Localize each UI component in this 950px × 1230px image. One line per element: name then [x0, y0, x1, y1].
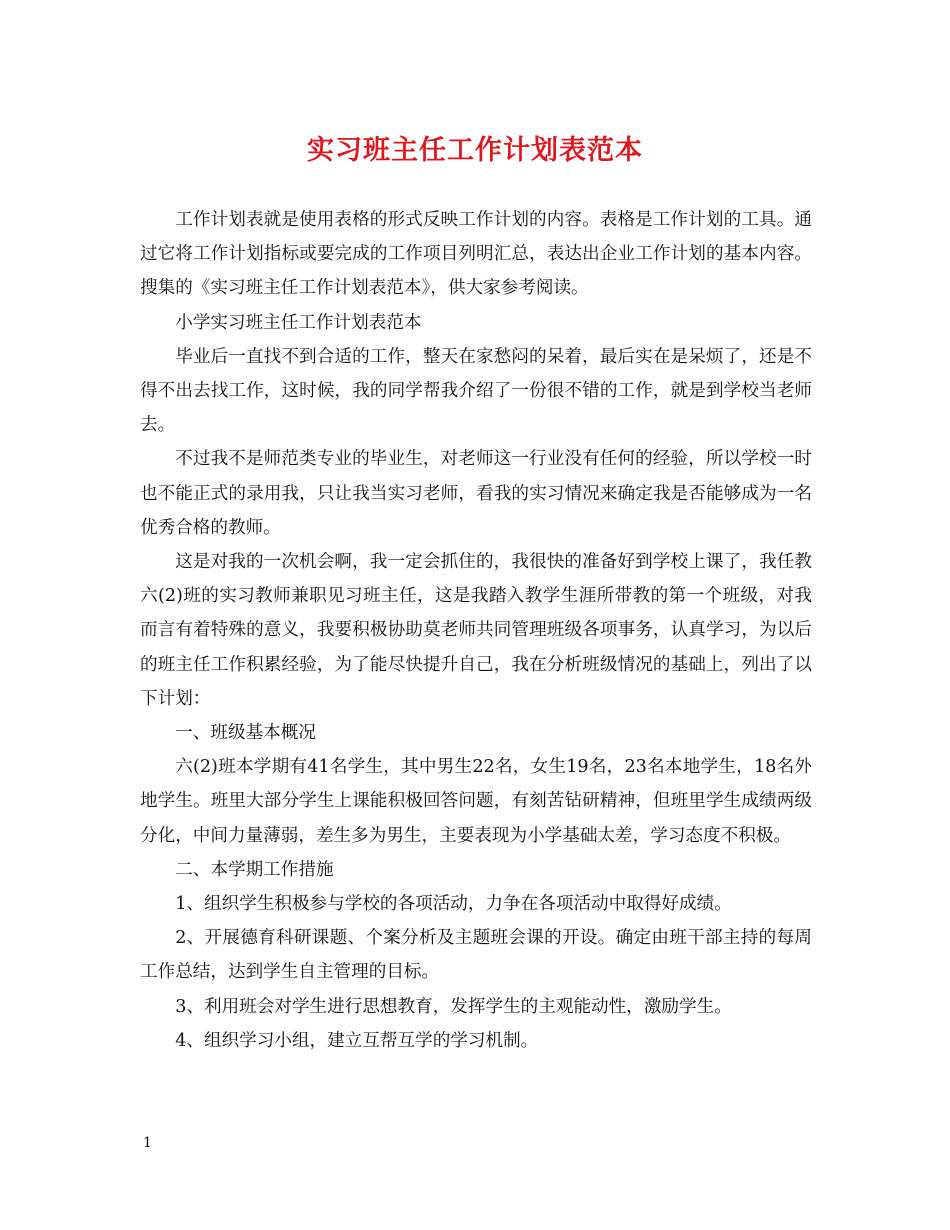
document-title: 实习班主任工作计划表范本 [307, 135, 643, 166]
paragraph: 毕业后一直找不到合适的工作，整天在家愁闷的呆着，最后实在是呆烦了，还是不得不出去找工作，这时候，我的同学帮我介绍了一份很不错的工作，就是到学校当老师去。 [140, 346, 812, 436]
document-body [140, 203, 812, 1058]
paragraph-subtitle: 小学实习班主任工作计划表范本 [175, 312, 422, 333]
paragraph: 这是对我的一次机会啊，我一定会抓住的，我很快的准备好到学校上课了，我任教六(2)班的实习教师兼职见习班主任，这是我踏入教学生涯所带教的第一个班级，对我而言有着特殊的意义，我要积极协助莫老师共同管理班级各项事务，认真学习，为以后的班主任工作积累经验，为了能尽快提升自己，我在分析班级情况的基础上，列出了以下计划： [140, 552, 812, 709]
list-item: 3、利用班会对学生进行思想教育，发挥学生的主观能动性，激励学生。 [175, 996, 732, 1017]
list-item: 1、组织学生积极参与学校的各项活动，力争在各项活动中取得好成绩。 [175, 894, 732, 915]
paragraph: 不过我不是师范类专业的毕业生，对老师这一行业没有任何的经验，所以学校一时也不能正式的录用我，只让我当实习老师，看我的实习情况来确定我是否能够成为一名优秀合格的教师。 [140, 449, 812, 538]
list-item: 2、开展德育科研课题、个案分析及主题班会课的开设。确定由班干部主持的每周工作总结，达到学生自主管理的目标。 [140, 928, 812, 983]
list-item: 4、组织学习小组，建立互帮互学的学习机制。 [175, 1030, 539, 1051]
page-number: 1 [143, 1135, 152, 1151]
paragraph: 六(2)班本学期有41名学生，其中男生22名，女生19名，23名本地学生，18名外地学生。班里大部分学生上课能积极回答问题，有刻苦钻研精神，但班里学生成绩两级分化，中间力量薄弱，差生多为男生，主要表现为小学基础太差，学习态度不积极。 [140, 757, 812, 846]
section-heading-measures: 二、本学期工作措施 [175, 859, 334, 880]
paragraph-intro: 工作计划表就是使用表格的形式反映工作计划的内容。表格是工作计划的工具。通过它将工作计划指标或要完成的工作项目列明汇总，表达出企业工作计划的基本内容。搜集的《实习班主任工作计划表范本》，供大家参考阅读。 [140, 210, 812, 299]
section-heading-overview: 一、班级基本概况 [175, 723, 316, 744]
